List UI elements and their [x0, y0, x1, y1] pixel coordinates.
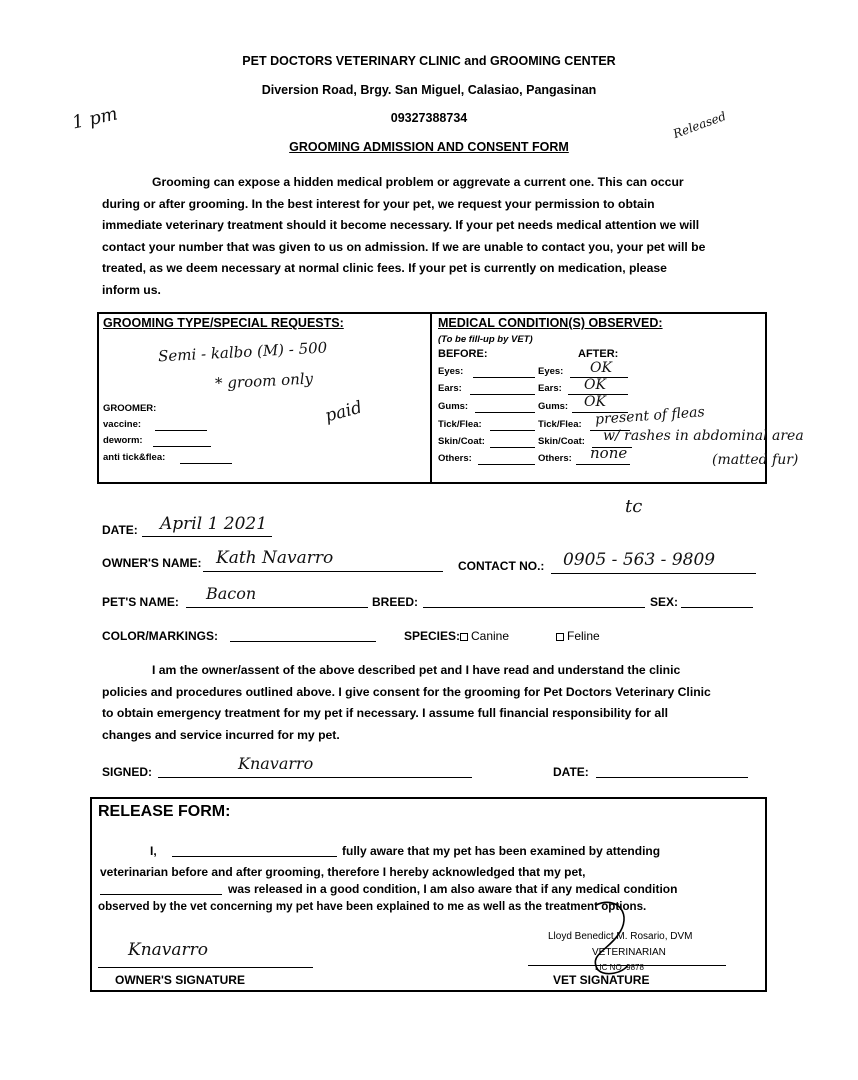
before-label: BEFORE: — [438, 348, 488, 360]
matted-fur-note: (matted fur) — [712, 452, 799, 468]
release-line1-b: fully aware that my pet has been examined by attending — [342, 844, 661, 858]
before-eyes-line — [473, 377, 535, 378]
deworm-label: deworm: — [103, 435, 143, 446]
date-line — [142, 536, 272, 537]
signature-date-line — [596, 777, 748, 778]
owner-name-line — [203, 571, 443, 572]
after-others-label: Others: — [538, 453, 572, 464]
release-heading: RELEASE FORM: — [98, 803, 231, 820]
after-ears-value: OK — [584, 377, 606, 393]
after-skin-label: Skin/Coat: — [538, 436, 585, 447]
box-divider — [430, 312, 432, 484]
consent-line: to obtain emergency treatment for my pet if necessary. I assume full financial responsibility for all — [102, 706, 668, 720]
signature-date-label: DATE: — [553, 765, 589, 779]
vet-license: LIC NO. 9878 — [595, 963, 644, 972]
intro-line: Grooming can expose a hidden medical problem or aggrevate a current one. This can occur — [152, 175, 684, 189]
species-canine-option[interactable] — [460, 629, 509, 643]
pet-name-label: PET'S NAME: — [102, 595, 179, 609]
clinic-address: Diversion Road, Brgy. San Miguel, Calasiao, Pangasinan — [261, 83, 597, 97]
contact-line — [551, 573, 756, 574]
before-gums-line — [475, 412, 535, 413]
pet-name-value[interactable]: Bacon — [206, 584, 257, 603]
intro-line: during or after grooming. In the best interest for your pet, we request your permission to obtain — [102, 196, 655, 211]
species-label: SPECIES: — [404, 629, 461, 643]
clinic-name: PET DOCTORS VETERINARY CLINIC and GROOMING CENTER — [242, 54, 616, 68]
grooming-request-line1: Semi - kalbo (M) - 500 — [157, 338, 328, 366]
after-tick-value: present of fleas — [594, 404, 706, 428]
before-ears-label: Ears: — [438, 383, 462, 394]
intro-line: immediate veterinary treatment should it become necessary. If your pet needs medical attention we will — [102, 218, 700, 232]
groomer-label: GROOMER: — [103, 403, 157, 414]
canine-label: Canine — [471, 629, 510, 643]
date-label: DATE: — [102, 523, 138, 537]
after-gums-value: OK — [584, 394, 606, 410]
before-skin-label: Skin/Coat: — [438, 436, 485, 447]
owner-name-value[interactable]: Kath Navarro — [216, 548, 334, 568]
signed-line — [158, 777, 472, 778]
release-line4: observed by the vet concerning my pet have been explained to me as well as the treatment options. — [98, 900, 647, 913]
vet-signature-scribble-icon — [578, 895, 638, 980]
date-value[interactable]: April 1 2021 — [160, 514, 268, 534]
grooming-medical-box — [97, 312, 767, 484]
signed-label: SIGNED: — [102, 765, 153, 779]
vet-title: VETERINARIAN — [592, 947, 666, 958]
vaccine-label: vaccine: — [103, 419, 142, 430]
after-eyes-value: OK — [590, 360, 612, 376]
before-others-label: Others: — [438, 453, 472, 464]
before-skin-line — [490, 447, 535, 448]
species-feline-option[interactable] — [556, 629, 600, 643]
owner-signature-label: OWNER'S SIGNATURE — [115, 973, 245, 987]
after-gums-label: Gums: — [538, 401, 569, 412]
after-skin-value: w/ rashes in abdominal area — [603, 428, 804, 444]
after-others-line — [576, 464, 630, 465]
after-label: AFTER: — [578, 348, 619, 360]
released-note: Released — [671, 108, 728, 142]
owner-name-label: OWNER'S NAME: — [102, 556, 202, 570]
deworm-line — [153, 446, 211, 447]
sex-label: SEX: — [650, 595, 679, 609]
feline-label: Feline — [567, 629, 600, 643]
grooming-heading: GROOMING TYPE/SPECIAL REQUESTS: — [103, 316, 344, 330]
before-tick-line — [490, 430, 535, 431]
owner-signature-value[interactable]: Knavarro — [128, 940, 209, 960]
paid-note: paid — [323, 397, 365, 427]
pet-name-line — [186, 607, 368, 608]
consent-line: I am the owner/assent of the above described pet and I have read and understand the clinic — [152, 663, 681, 677]
intro-paragraph — [102, 172, 760, 301]
medical-heading: MEDICAL CONDITION(S) OBSERVED: — [438, 316, 663, 330]
consent-line: changes and service incurred for my pet. — [102, 727, 340, 742]
contact-label: CONTACT NO.: — [458, 559, 545, 573]
intro-line: contact your number that was given to us on admission. If we are unable to contact you, your pet will be — [102, 239, 706, 254]
signed-value[interactable]: Knavarro — [238, 754, 314, 773]
tc-mark: tc — [625, 496, 643, 517]
breed-label: BREED: — [372, 595, 419, 609]
consent-paragraph — [102, 660, 760, 746]
canine-checkbox[interactable] — [460, 633, 468, 641]
owner-signature-line — [98, 967, 313, 968]
feline-checkbox[interactable] — [556, 633, 564, 641]
release-pet-line — [100, 894, 222, 895]
before-tick-label: Tick/Flea: — [438, 419, 482, 430]
color-line — [230, 641, 376, 642]
sex-line — [681, 607, 753, 608]
medical-subheading: (To be fill-up by VET) — [438, 334, 533, 345]
antitick-line — [180, 463, 232, 464]
contact-value[interactable]: 0905 - 563 - 9809 — [563, 550, 716, 570]
release-line1-a: I, — [150, 844, 157, 858]
consent-line: policies and procedures outlined above. I give consent for the grooming for Pet Doctors Veterinary Clinic — [102, 684, 711, 699]
clinic-phone: 09327388734 — [390, 111, 468, 125]
breed-line — [423, 607, 645, 608]
after-ears-label: Ears: — [538, 383, 562, 394]
release-line3: was released in a good condition, I am also aware that if any medical condition — [228, 882, 678, 896]
before-eyes-label: Eyes: — [438, 366, 464, 377]
release-name-line — [172, 856, 337, 857]
after-others-value: none — [590, 444, 628, 462]
vet-signature-label: VET SIGNATURE — [553, 973, 650, 987]
vaccine-line — [155, 430, 207, 431]
vet-name: Lloyd Benedict M. Rosario, DVM — [548, 931, 693, 942]
release-line2: veterinarian before and after grooming, therefore I hereby acknowledged that my pet, — [100, 865, 586, 879]
intro-line: inform us. — [102, 282, 161, 297]
time-note: 1 pm — [70, 103, 120, 134]
before-others-line — [478, 464, 535, 465]
before-gums-label: Gums: — [438, 401, 469, 412]
grooming-request-line2: * groom only — [214, 369, 314, 393]
color-label: COLOR/MARKINGS: — [102, 629, 218, 643]
after-eyes-label: Eyes: — [538, 366, 564, 377]
form-title: GROOMING ADMISSION AND CONSENT FORM — [289, 140, 569, 154]
antitick-label: anti tick&flea: — [103, 452, 166, 463]
after-tick-label: Tick/Flea: — [538, 419, 582, 430]
intro-line: treated, as we deem necessary at normal clinic fees. If your pet is currently on medication, please — [102, 261, 667, 275]
before-ears-line — [470, 394, 535, 395]
